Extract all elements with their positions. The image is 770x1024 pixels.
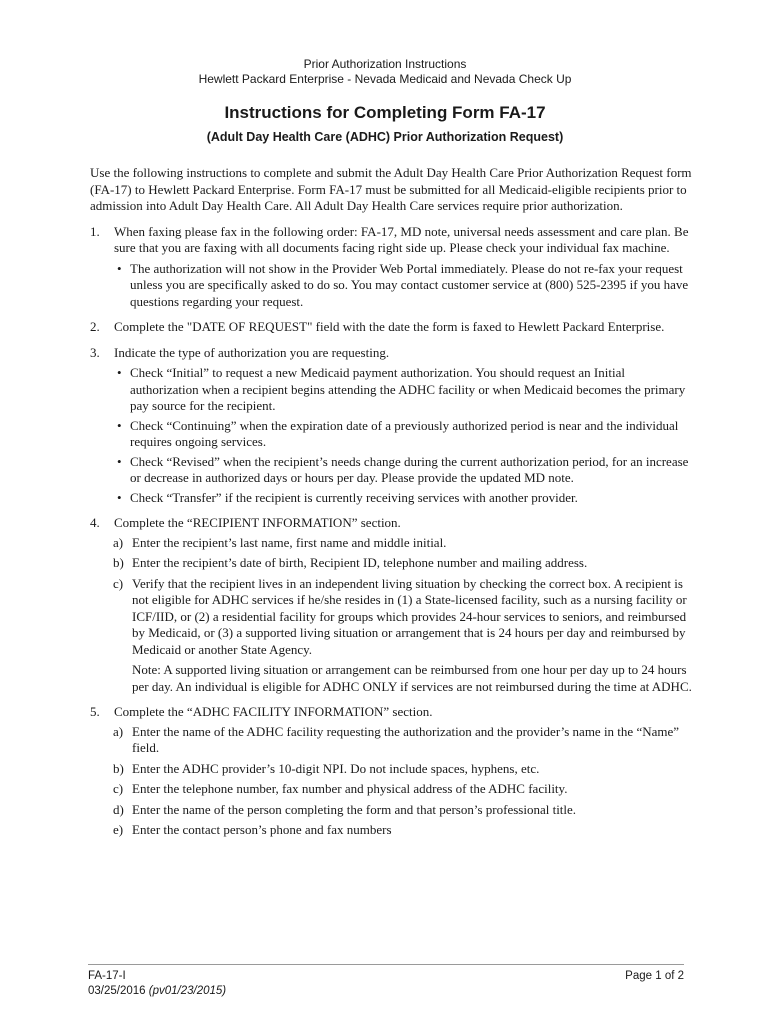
footer-version: (pv01/23/2015) (148, 985, 227, 997)
footer-divider (88, 964, 684, 965)
instruction-steps (90, 224, 692, 839)
sub-step-text: Enter the contact person’s phone and fax numbers (132, 822, 392, 837)
step-number: 3. (90, 344, 100, 360)
bullet-text: Check “Transfer” if the recipient is currently receiving services with another provider. (130, 489, 578, 505)
document-subtitle: (Adult Day Health Care (ADHC) Prior Authorization Request) (206, 130, 564, 144)
step-number: 2. (90, 319, 100, 334)
sub-step-item (114, 535, 692, 552)
header-line-1: Prior Authorization Instructions (303, 57, 467, 71)
sub-step-text: Verify that the recipient lives in an independent living situation by checking the correct box. A recipient is not eligible for ADHC services if he/she resides in (1) a State-licensed facility, such as a nursing facility or ICF/IID, or (2) a residential facility for groups which provides 24-hour services to seniors, and reimbursed by Medicaid, or (3) a supported living situation or arrangement that is 24 hours per day and reimbursed by Medicaid or another State Agency. (132, 575, 687, 657)
sub-step-item (114, 822, 692, 839)
sub-step-letter: c) (113, 781, 124, 796)
sub-step-item (114, 576, 692, 696)
bullet-item (114, 490, 692, 507)
sub-step-list (114, 535, 692, 696)
step-text: When faxing please fax in the following order: FA-17, MD note, universal needs assessment and care plan. Be sure that you are faxing with all documents facing right side up. Please check your individual fax machine. (114, 223, 689, 255)
step-number: 1. (90, 223, 100, 239)
bullet-item (114, 261, 692, 311)
bullet-icon: • (117, 417, 122, 433)
sub-step-item (114, 802, 692, 819)
bullet-list (114, 365, 692, 506)
bullet-icon: • (117, 489, 122, 505)
step-text: Complete the "DATE OF REQUEST" field with the date the form is faxed to Hewlett Packard Enterprise. (114, 319, 665, 334)
sub-step-item (114, 761, 692, 778)
bullet-text: Check “Revised” when the recipient’s needs change during the current authorization period, for an increase or decrease in authorized days or hours per day. Please provide the updated MD note. (130, 453, 689, 485)
bullet-text: The authorization will not show in the Provider Web Portal immediately. Please do not re-fax your request unless you are specifically asked to do so. You may contact customer service at (800) 525-2395 if you have questions regarding your request. (130, 260, 689, 309)
sub-step-letter: d) (113, 801, 124, 817)
sub-step-text: Enter the ADHC provider’s 10-digit NPI. Do not include spaces, hyphens, etc. (132, 760, 540, 776)
header-line-2: Hewlett Packard Enterprise - Nevada Medicaid and Nevada Check Up (198, 72, 572, 86)
step-item (90, 224, 692, 311)
step-number: 5. (90, 704, 100, 719)
sub-step-letter: e) (113, 822, 124, 837)
footer-revision (88, 985, 226, 997)
bullet-text: Check “Initial” to request a new Medicaid payment authorization. You should request an Initial authorization when a recipient begins attending the ADHC facility or when Medicaid becomes the primary pay source for the recipient. (130, 365, 686, 413)
step-item (90, 515, 692, 695)
step-number: 4. (90, 515, 100, 530)
intro-paragraph: Use the following instructions to complete and submit the Adult Day Health Care Prior Authorization Request form (FA-17) to Hewlett Packard Enterprise. Form FA-17 must be submitted for all Medicaid-eligible recipients prior to admission into Adult Day Health Care. All Adult Day Health Care services require prior authorization. (90, 165, 692, 213)
bullet-icon: • (117, 365, 122, 380)
footer-form-id: FA-17-I (88, 970, 126, 982)
bullet-item (114, 418, 692, 451)
sub-step-letter: a) (113, 723, 124, 739)
footer-date: 03/25/2016 (88, 985, 146, 997)
sub-step-item (114, 555, 692, 572)
document-title: Instructions for Completing Form FA-17 (224, 103, 546, 122)
sub-step-text: Enter the recipient’s date of birth, Recipient ID, telephone number and mailing address. (132, 555, 588, 570)
sub-step-letter: b) (113, 555, 124, 570)
sub-step-text: Enter the name of the person completing the form and that person’s professional title. (132, 801, 577, 817)
bullet-text: Check “Continuing” when the expiration date of a previously authorized period is near and the individual requires ongoing services. (130, 417, 679, 449)
sub-step-letter: a) (113, 534, 124, 550)
sub-step-letter: c) (113, 575, 124, 591)
bullet-list (114, 261, 692, 311)
sub-step-text: Enter the name of the ADHC facility requesting the authorization and the provider’s name in the “Name” field. (132, 723, 680, 755)
step-item (90, 704, 692, 839)
instructions-body (90, 165, 692, 848)
step-item (90, 319, 692, 336)
bullet-item (114, 454, 692, 487)
step-text: Indicate the type of authorization you are requesting. (114, 344, 390, 360)
footer-page-number: Page 1 of 2 (625, 970, 684, 982)
sub-step-text: Enter the recipient’s last name, first name and middle initial. (132, 534, 447, 550)
bullet-icon: • (117, 453, 122, 469)
sub-step-item (114, 781, 692, 798)
sub-step-note: Note: A supported living situation or arrangement can be reimbursed from one hour per day up to 24 hours per day. An individual is eligible for ADHC ONLY if services are not reimbursed during the time at ADHC. (132, 662, 692, 694)
step-text: Complete the “RECIPIENT INFORMATION” section. (114, 515, 401, 530)
bullet-icon: • (117, 260, 122, 276)
bullet-item (114, 365, 692, 415)
sub-step-letter: b) (113, 760, 124, 776)
sub-step-text: Enter the telephone number, fax number and physical address of the ADHC facility. (132, 781, 568, 796)
sub-step-list (114, 724, 692, 839)
step-text: Complete the “ADHC FACILITY INFORMATION” section. (114, 704, 433, 719)
step-item (90, 345, 692, 507)
sub-step-item (114, 724, 692, 757)
